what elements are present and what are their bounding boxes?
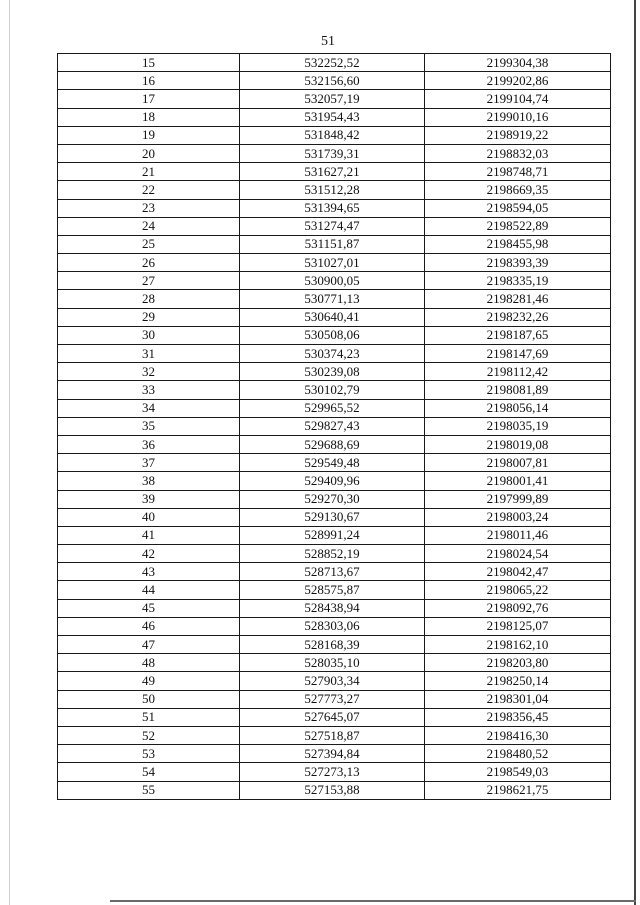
x-coordinate-cell: 529270,30 bbox=[240, 490, 425, 508]
page-number: 51 bbox=[321, 34, 335, 49]
point-number-cell: 42 bbox=[58, 545, 240, 563]
y-coordinate-cell: 2198522,89 bbox=[425, 217, 611, 235]
table-row bbox=[58, 636, 611, 654]
table-row bbox=[58, 326, 611, 344]
point-number-cell: 33 bbox=[58, 381, 240, 399]
point-number-cell: 28 bbox=[58, 290, 240, 308]
x-coordinate-cell: 528991,24 bbox=[240, 526, 425, 544]
table-row bbox=[58, 454, 611, 472]
table-row bbox=[58, 254, 611, 272]
x-coordinate-cell: 531274,47 bbox=[240, 217, 425, 235]
x-coordinate-cell: 527273,13 bbox=[240, 763, 425, 781]
table-row bbox=[58, 472, 611, 490]
point-number-cell: 29 bbox=[58, 308, 240, 326]
y-coordinate-cell: 2198356,45 bbox=[425, 708, 611, 726]
point-number-cell: 34 bbox=[58, 399, 240, 417]
y-coordinate-cell: 2198281,46 bbox=[425, 290, 611, 308]
y-coordinate-cell: 2198092,76 bbox=[425, 599, 611, 617]
y-coordinate-cell: 2198011,46 bbox=[425, 526, 611, 544]
scan-left-edge bbox=[9, 0, 10, 905]
table-row bbox=[58, 490, 611, 508]
point-number-cell: 15 bbox=[58, 54, 240, 72]
x-coordinate-cell: 528575,87 bbox=[240, 581, 425, 599]
point-number-cell: 43 bbox=[58, 563, 240, 581]
table-row bbox=[58, 399, 611, 417]
y-coordinate-cell: 2199202,86 bbox=[425, 72, 611, 90]
x-coordinate-cell: 532252,52 bbox=[240, 54, 425, 72]
y-coordinate-cell: 2198919,22 bbox=[425, 126, 611, 144]
table-row bbox=[58, 726, 611, 744]
point-number-cell: 18 bbox=[58, 108, 240, 126]
x-coordinate-cell: 532156,60 bbox=[240, 72, 425, 90]
table-row bbox=[58, 272, 611, 290]
point-number-cell: 40 bbox=[58, 508, 240, 526]
x-coordinate-cell: 531954,43 bbox=[240, 108, 425, 126]
y-coordinate-cell: 2198065,22 bbox=[425, 581, 611, 599]
y-coordinate-cell: 2198056,14 bbox=[425, 399, 611, 417]
table-row bbox=[58, 435, 611, 453]
table-row bbox=[58, 363, 611, 381]
x-coordinate-cell: 531739,31 bbox=[240, 144, 425, 162]
x-coordinate-cell: 532057,19 bbox=[240, 90, 425, 108]
table-row bbox=[58, 199, 611, 217]
table-row bbox=[58, 308, 611, 326]
x-coordinate-cell: 530640,41 bbox=[240, 308, 425, 326]
point-number-cell: 30 bbox=[58, 326, 240, 344]
x-coordinate-cell: 531027,01 bbox=[240, 254, 425, 272]
point-number-cell: 50 bbox=[58, 690, 240, 708]
x-coordinate-cell: 527645,07 bbox=[240, 708, 425, 726]
point-number-cell: 22 bbox=[58, 181, 240, 199]
y-coordinate-cell: 2198147,69 bbox=[425, 345, 611, 363]
y-coordinate-cell: 2198832,03 bbox=[425, 144, 611, 162]
point-number-cell: 45 bbox=[58, 599, 240, 617]
table-row bbox=[58, 181, 611, 199]
y-coordinate-cell: 2198669,35 bbox=[425, 181, 611, 199]
x-coordinate-cell: 531627,21 bbox=[240, 163, 425, 181]
table-row bbox=[58, 508, 611, 526]
y-coordinate-cell: 2198748,71 bbox=[425, 163, 611, 181]
coordinates-table-body bbox=[58, 54, 611, 800]
point-number-cell: 23 bbox=[58, 199, 240, 217]
point-number-cell: 19 bbox=[58, 126, 240, 144]
y-coordinate-cell: 2198232,26 bbox=[425, 308, 611, 326]
y-coordinate-cell: 2198081,89 bbox=[425, 381, 611, 399]
y-coordinate-cell: 2198001,41 bbox=[425, 472, 611, 490]
point-number-cell: 32 bbox=[58, 363, 240, 381]
table-row bbox=[58, 217, 611, 235]
table-row bbox=[58, 654, 611, 672]
point-number-cell: 24 bbox=[58, 217, 240, 235]
x-coordinate-cell: 528438,94 bbox=[240, 599, 425, 617]
x-coordinate-cell: 530771,13 bbox=[240, 290, 425, 308]
point-number-cell: 46 bbox=[58, 617, 240, 635]
table-row bbox=[58, 345, 611, 363]
table-row bbox=[58, 617, 611, 635]
table-row bbox=[58, 545, 611, 563]
table-row bbox=[58, 72, 611, 90]
x-coordinate-cell: 529130,67 bbox=[240, 508, 425, 526]
y-coordinate-cell: 2198019,08 bbox=[425, 435, 611, 453]
table-row bbox=[58, 90, 611, 108]
x-coordinate-cell: 529965,52 bbox=[240, 399, 425, 417]
table-row bbox=[58, 563, 611, 581]
scan-right-edge bbox=[634, 0, 636, 905]
point-number-cell: 49 bbox=[58, 672, 240, 690]
y-coordinate-cell: 2198162,10 bbox=[425, 636, 611, 654]
x-coordinate-cell: 530102,79 bbox=[240, 381, 425, 399]
scan-bottom-edge bbox=[110, 900, 636, 902]
y-coordinate-cell: 2198203,80 bbox=[425, 654, 611, 672]
x-coordinate-cell: 528852,19 bbox=[240, 545, 425, 563]
x-coordinate-cell: 528035,10 bbox=[240, 654, 425, 672]
y-coordinate-cell: 2198480,52 bbox=[425, 745, 611, 763]
point-number-cell: 51 bbox=[58, 708, 240, 726]
point-number-cell: 54 bbox=[58, 763, 240, 781]
point-number-cell: 55 bbox=[58, 781, 240, 799]
point-number-cell: 25 bbox=[58, 235, 240, 253]
x-coordinate-cell: 528713,67 bbox=[240, 563, 425, 581]
x-coordinate-cell: 531394,65 bbox=[240, 199, 425, 217]
point-number-cell: 52 bbox=[58, 726, 240, 744]
table-row bbox=[58, 235, 611, 253]
point-number-cell: 36 bbox=[58, 435, 240, 453]
x-coordinate-cell: 529549,48 bbox=[240, 454, 425, 472]
point-number-cell: 48 bbox=[58, 654, 240, 672]
point-number-cell: 17 bbox=[58, 90, 240, 108]
y-coordinate-cell: 2197999,89 bbox=[425, 490, 611, 508]
point-number-cell: 21 bbox=[58, 163, 240, 181]
point-number-cell: 26 bbox=[58, 254, 240, 272]
table-row bbox=[58, 163, 611, 181]
x-coordinate-cell: 527518,87 bbox=[240, 726, 425, 744]
table-row bbox=[58, 144, 611, 162]
y-coordinate-cell: 2198594,05 bbox=[425, 199, 611, 217]
point-number-cell: 35 bbox=[58, 417, 240, 435]
table-row bbox=[58, 126, 611, 144]
table-row bbox=[58, 381, 611, 399]
x-coordinate-cell: 529827,43 bbox=[240, 417, 425, 435]
y-coordinate-cell: 2198393,39 bbox=[425, 254, 611, 272]
y-coordinate-cell: 2198003,24 bbox=[425, 508, 611, 526]
y-coordinate-cell: 2198335,19 bbox=[425, 272, 611, 290]
x-coordinate-cell: 529688,69 bbox=[240, 435, 425, 453]
y-coordinate-cell: 2198125,07 bbox=[425, 617, 611, 635]
y-coordinate-cell: 2198035,19 bbox=[425, 417, 611, 435]
table-row bbox=[58, 54, 611, 72]
y-coordinate-cell: 2198112,42 bbox=[425, 363, 611, 381]
table-row bbox=[58, 417, 611, 435]
x-coordinate-cell: 531848,42 bbox=[240, 126, 425, 144]
table-row bbox=[58, 581, 611, 599]
point-number-cell: 53 bbox=[58, 745, 240, 763]
y-coordinate-cell: 2198621,75 bbox=[425, 781, 611, 799]
table-row bbox=[58, 690, 611, 708]
y-coordinate-cell: 2198301,04 bbox=[425, 690, 611, 708]
x-coordinate-cell: 527394,84 bbox=[240, 745, 425, 763]
y-coordinate-cell: 2198416,30 bbox=[425, 726, 611, 744]
point-number-cell: 41 bbox=[58, 526, 240, 544]
x-coordinate-cell: 527773,27 bbox=[240, 690, 425, 708]
table-row bbox=[58, 763, 611, 781]
point-number-cell: 20 bbox=[58, 144, 240, 162]
x-coordinate-cell: 527153,88 bbox=[240, 781, 425, 799]
table-row bbox=[58, 526, 611, 544]
table-row bbox=[58, 599, 611, 617]
point-number-cell: 31 bbox=[58, 345, 240, 363]
y-coordinate-cell: 2198007,81 bbox=[425, 454, 611, 472]
x-coordinate-cell: 530239,08 bbox=[240, 363, 425, 381]
table-row bbox=[58, 708, 611, 726]
y-coordinate-cell: 2198455,98 bbox=[425, 235, 611, 253]
x-coordinate-cell: 531512,28 bbox=[240, 181, 425, 199]
y-coordinate-cell: 2198042,47 bbox=[425, 563, 611, 581]
x-coordinate-cell: 530508,06 bbox=[240, 326, 425, 344]
point-number-cell: 16 bbox=[58, 72, 240, 90]
y-coordinate-cell: 2198024,54 bbox=[425, 545, 611, 563]
y-coordinate-cell: 2198250,14 bbox=[425, 672, 611, 690]
point-number-cell: 37 bbox=[58, 454, 240, 472]
coordinates-table bbox=[57, 53, 611, 800]
x-coordinate-cell: 531151,87 bbox=[240, 235, 425, 253]
y-coordinate-cell: 2199104,74 bbox=[425, 90, 611, 108]
x-coordinate-cell: 530900,05 bbox=[240, 272, 425, 290]
table-row bbox=[58, 290, 611, 308]
table-row bbox=[58, 108, 611, 126]
y-coordinate-cell: 2199010,16 bbox=[425, 108, 611, 126]
y-coordinate-cell: 2199304,38 bbox=[425, 54, 611, 72]
point-number-cell: 47 bbox=[58, 636, 240, 654]
y-coordinate-cell: 2198549,03 bbox=[425, 763, 611, 781]
y-coordinate-cell: 2198187,65 bbox=[425, 326, 611, 344]
table-row bbox=[58, 672, 611, 690]
point-number-cell: 44 bbox=[58, 581, 240, 599]
x-coordinate-cell: 528303,06 bbox=[240, 617, 425, 635]
x-coordinate-cell: 530374,23 bbox=[240, 345, 425, 363]
x-coordinate-cell: 529409,96 bbox=[240, 472, 425, 490]
table-row bbox=[58, 781, 611, 799]
x-coordinate-cell: 527903,34 bbox=[240, 672, 425, 690]
point-number-cell: 27 bbox=[58, 272, 240, 290]
x-coordinate-cell: 528168,39 bbox=[240, 636, 425, 654]
point-number-cell: 39 bbox=[58, 490, 240, 508]
table-row bbox=[58, 745, 611, 763]
point-number-cell: 38 bbox=[58, 472, 240, 490]
